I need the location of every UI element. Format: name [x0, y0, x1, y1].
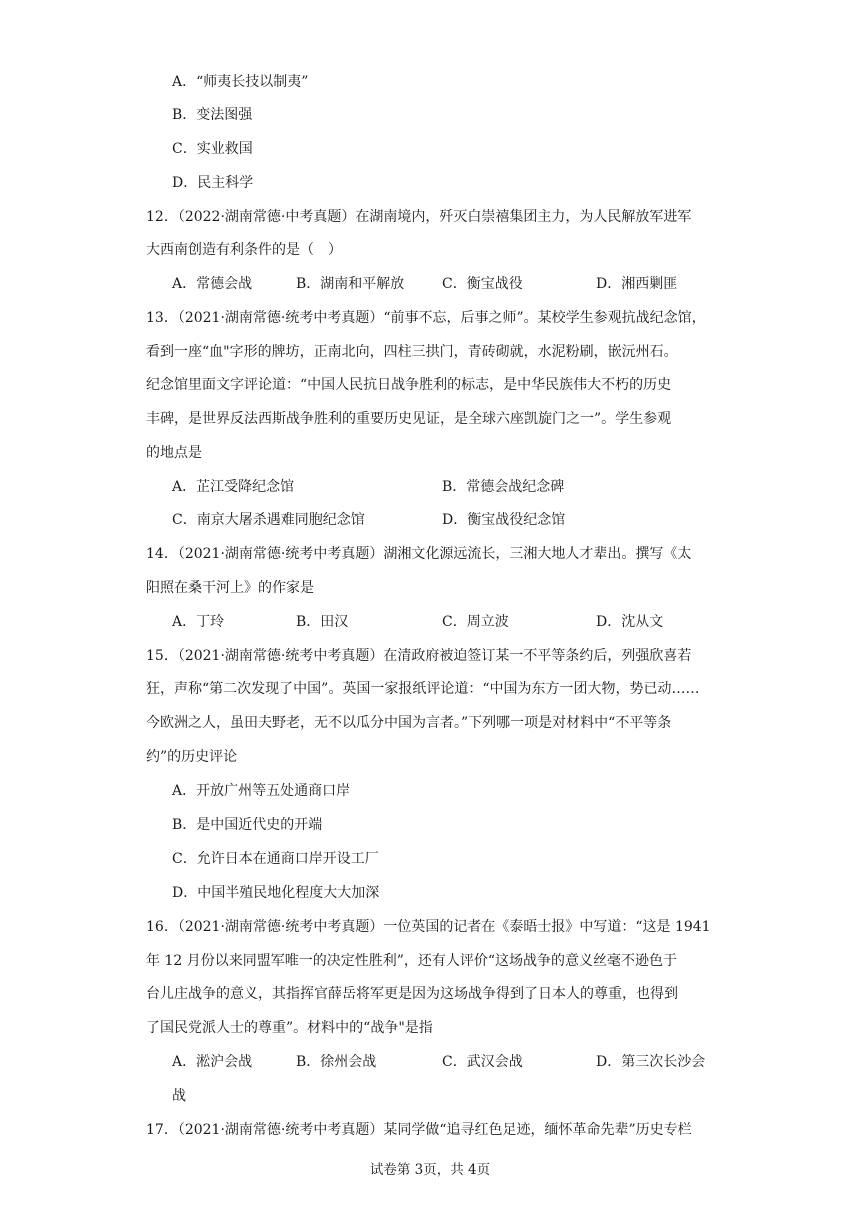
q14-option-d: D．沈从文	[596, 614, 664, 630]
q11-option-d: D．民主科学	[172, 175, 254, 191]
q17-stem-line-1: 17．（2021·湖南常德·统考中考真题）某同学做“追寻红色足迹，缅怀革命先辈”历史专栏	[146, 1122, 692, 1138]
q13-stem-line-5: 的地点是	[146, 445, 202, 461]
q12-option-c: C．衡宝战役	[442, 276, 523, 292]
q11-option-b: B．变法图强	[172, 107, 253, 123]
q15-option-a: A．开放广州等五处通商口岸	[172, 783, 351, 799]
q11-option-c: C．实业救国	[172, 141, 253, 157]
q12-option-b: B．湖南和平解放	[296, 276, 405, 292]
q13-option-c: C．南京大屠杀遇难同胞纪念馆	[172, 512, 365, 528]
q16-stem-line-2: 年 12 月份以来同盟军唯一的决定性胜利”，还有人评价“这场战争的意义丝毫不逊色于	[146, 953, 678, 969]
q15-stem-line-2: 狂，声称“第二次发现了中国”。英国一家报纸评论道：“中国为东方一团大物，势已动……	[146, 681, 700, 697]
q13-option-d: D．衡宝战役纪念馆	[442, 512, 566, 528]
q13-stem-line-4: 丰碑，是世界反法西斯战争胜利的重要历史见证，是全球六座凯旋门之一”。学生参观	[146, 411, 672, 427]
q14-option-b: B．田汉	[296, 614, 349, 630]
q11-option-a: A．“师夷长技以制夷”	[172, 74, 309, 90]
q16-stem-line-1: 16．（2021·湖南常德·统考中考真题）一位英国的记者在《泰晤士报》中写道：“这是 1941	[146, 919, 711, 935]
q14-option-c: C．周立波	[442, 614, 509, 630]
q15-option-b: B．是中国近代史的开端	[172, 817, 323, 833]
q15-stem-line-4: 约”的历史评论	[146, 749, 238, 765]
q14-option-a: A．丁玲	[172, 614, 225, 630]
q16-option-c: C．武汉会战	[442, 1054, 523, 1070]
q13-stem-line-3: 纪念馆里面文字评论道：“中国人民抗日战争胜利的标志，是中华民族伟大不朽的历史	[146, 377, 672, 393]
q14-stem-line-1: 14．（2021·湖南常德·统考中考真题）湖湘文化源远流长，三湘大地人才辈出。撰写《太	[146, 546, 692, 562]
q12-option-a: A．常德会战	[172, 276, 253, 292]
q16-option-a: A．淞沪会战	[172, 1054, 253, 1070]
q14-stem-line-2: 阳照在桑干河上》的作家是	[146, 580, 314, 596]
q15-stem-line-3: 今欧洲之人，虽田夫野老，无不以瓜分中国为言者。”下列哪一项是对材料中“不平等条	[146, 715, 672, 731]
q16-option-d-wrap: 战	[172, 1088, 186, 1104]
q13-option-b: B．常德会战纪念碑	[442, 479, 565, 495]
q12-stem-line-2: 大西南创造有利条件的是（ ）	[146, 242, 342, 258]
q16-stem-line-3: 台儿庄战争的意义，其指挥官薛岳将军更是因为这场战争得到了日本人的尊重，也得到	[146, 986, 678, 1002]
q15-stem-line-1: 15．（2021·湖南常德·统考中考真题）在清政府被迫签订某一不平等条约后，列强欣喜若	[146, 648, 692, 664]
q13-stem-line-2: 看到一座“血"字形的牌坊，正南北向，四柱三拱门，青砖砌就，水泥粉刷，嵌沅州石。	[146, 344, 678, 360]
q15-option-d: D．中国半殖民地化程度大大加深	[172, 885, 380, 901]
q12-stem-line-1: 12．（2022·湖南常德·中考真题）在湖南境内，歼灭白崇禧集团主力，为人民解放军进军	[146, 209, 692, 225]
q16-option-b: B．徐州会战	[296, 1054, 377, 1070]
q13-stem-line-1: 13．（2021·湖南常德·统考中考真题）“前事不忘，后事之师”。某校学生参观抗战纪念馆，	[146, 310, 706, 326]
q15-option-c: C．允许日本在通商口岸开设工厂	[172, 851, 379, 867]
q12-option-d: D．湘西剿匪	[596, 276, 678, 292]
q16-option-d: D．第三次长沙会	[596, 1054, 706, 1070]
page-footer: 试卷第 3页，共 4页	[369, 1162, 491, 1178]
q16-stem-line-4: 了国民党派人士的尊重”。材料中的“战争"是指	[146, 1020, 433, 1036]
q13-option-a: A．芷江受降纪念馆	[172, 479, 295, 495]
